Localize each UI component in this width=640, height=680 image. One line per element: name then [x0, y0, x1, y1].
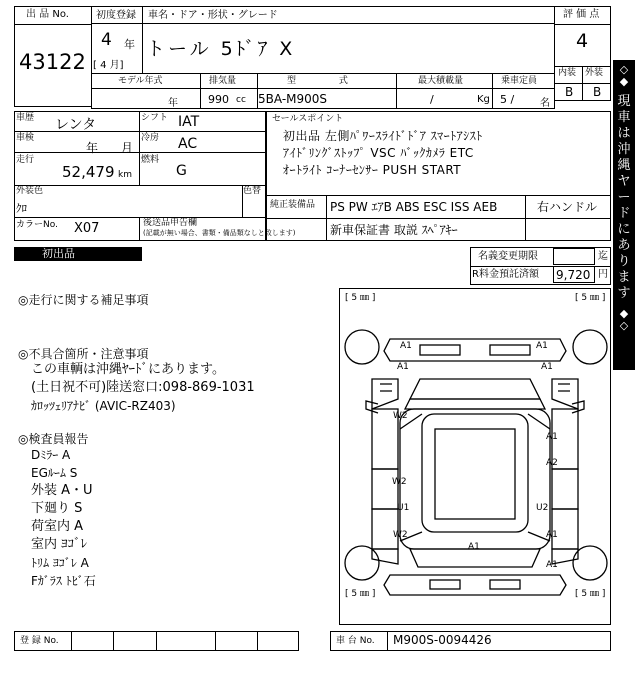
steering: 右ハンドル — [537, 200, 598, 214]
interior-grade-label: 内装 — [558, 68, 577, 78]
tire-depth-label: [ 5 ㎜ ] — [345, 589, 376, 599]
inspector-line: ﾄﾘﾑ ﾖｺﾞﾚ A — [31, 556, 89, 570]
damage-mark: W2 — [392, 477, 407, 487]
name-change-unit: 迄 — [598, 251, 608, 262]
sales-line-2: ｱｲﾄﾞﾘﾝｸﾞｽﾄｯﾌﾟ VSC ﾊﾞｯｸｶﾒﾗ ETC — [283, 146, 474, 160]
model-year-unit: 年 — [168, 98, 178, 109]
okinawa-side-banner — [613, 60, 635, 370]
tire-depth-label: [ 5 ㎜ ] — [575, 589, 606, 599]
inspection-year: 年 — [86, 141, 99, 155]
shift: IAT — [178, 114, 200, 130]
max-load-unit: Kg — [477, 94, 490, 105]
first-registration-year-unit: 年 — [124, 38, 135, 51]
damage-mark: U1 — [397, 503, 410, 513]
damage-mark: A1 — [541, 362, 553, 372]
lot-number-label: 出 品 No. — [26, 9, 69, 20]
color-no-label: カラーNo. — [16, 220, 58, 230]
mileage-unit: km — [118, 170, 132, 180]
first-listing-text: 初出品 — [42, 247, 75, 260]
damage-mark: W2 — [393, 411, 408, 421]
later-items-label: 後送品申告欄 — [143, 218, 198, 228]
travel-notes-heading: ◎走行に関する補足事項 — [18, 293, 149, 307]
inspector-line: 下廻り S — [31, 501, 83, 516]
chassis-number: M900S-0094426 — [393, 633, 492, 647]
mileage-label: 走行 — [16, 155, 35, 165]
equipment-label: 純正装備品 — [270, 200, 316, 210]
displacement: 990 — [208, 93, 229, 106]
fuel: G — [176, 163, 187, 179]
defect-notes-heading: ◎不具合箇所・注意事項 — [18, 347, 149, 361]
first-registration-label: 初度登録 — [96, 10, 136, 21]
capacity-label: 乗車定員 — [501, 76, 538, 86]
car-name-label: 車名・ドア・形状・グレード — [148, 10, 278, 21]
exterior-grade-label: 外装 — [585, 68, 604, 78]
fuel-label: 燃料 — [141, 155, 160, 165]
shift-label: シフト — [141, 113, 169, 123]
side-banner-bottom: ◆◇ — [619, 307, 629, 332]
history-label: 車歴 — [16, 113, 35, 123]
car-diagram-svg — [340, 289, 610, 624]
ext-color-label: 外装色 — [16, 186, 44, 196]
interior-grade: B — [565, 85, 574, 99]
recycle-unit: 円 — [598, 269, 608, 280]
later-items-note: (記載が無い場合、書類・備品類なしと致します) — [143, 229, 296, 237]
warranty: 新車保証書 取説 ｽﾍﾟｱｷｰ — [330, 223, 458, 237]
inspection-label: 車検 — [16, 133, 35, 143]
damage-mark: U2 — [536, 503, 549, 513]
name-change-label: 名義変更期限 — [478, 251, 538, 262]
inspector-heading: ◎検査員報告 — [18, 432, 89, 446]
registration-label: 登 録 No. — [20, 636, 59, 646]
first-listing-banner — [14, 247, 142, 261]
defect-line-2: (土日祝不可)陸送窓口:098-869-1031 — [31, 380, 255, 395]
tire-depth-label: [ 5 ㎜ ] — [575, 293, 606, 303]
tire-depth-label: [ 5 ㎜ ] — [345, 293, 376, 303]
inspector-line: 外装 A・U — [31, 483, 93, 498]
defect-line-3: ｶﾛｯﾂｪﾘｱﾅﾋﾞ (AVIC-RZ403) — [31, 399, 176, 413]
side-banner-top: ◇◆ — [619, 63, 629, 88]
mileage: 52,479 — [62, 163, 115, 181]
inspector-line: Fｶﾞﾗｽ ﾄﾋﾞ石 — [31, 574, 96, 588]
damage-mark: A1 — [468, 542, 480, 552]
model-code: 5BA-M900S — [258, 92, 328, 106]
model-label: 型 式 — [287, 76, 348, 86]
ext-color: ｸﾛ — [16, 202, 27, 215]
first-registration-year: 4 — [101, 30, 112, 50]
damage-mark: A1 — [546, 560, 558, 570]
color-change-label: 色替 — [243, 186, 262, 196]
first-registration-month: [ 4 月] — [93, 60, 124, 71]
sales-point-label: セールスポイント — [272, 114, 344, 124]
chassis-label: 車 台 No. — [336, 636, 375, 646]
damage-mark: A1 — [397, 362, 409, 372]
inspector-line: 室内 ﾖｺﾞﾚ — [31, 537, 88, 552]
damage-mark: A1 — [536, 341, 548, 351]
inspector-line: Dﾐﾗｰ A — [31, 448, 71, 462]
lot-number: 43122 — [19, 50, 86, 74]
side-banner-text: 現車は沖縄ヤードにあります — [617, 94, 631, 301]
inspector-line: 荷室内 A — [31, 519, 84, 534]
model-year-label: モデル年式 — [118, 76, 163, 86]
sales-line-1: 初出品 左側ﾊﾟﾜｰｽﾗｲﾄﾞﾄﾞｱ ｽﾏｰﾄｱｼｽﾄ — [283, 129, 483, 143]
capacity-unit: 名 — [540, 98, 550, 109]
damage-mark: A1 — [400, 341, 412, 351]
recycle-label: R料金預託済額 — [472, 269, 539, 280]
inspection-month: 月 — [121, 141, 134, 155]
damage-mark: A2 — [546, 458, 558, 468]
displacement-label: 排気量 — [209, 76, 237, 86]
car-name: トール 5ﾄﾞｱ X — [146, 38, 296, 60]
max-load-label: 最大積載量 — [418, 76, 464, 86]
inspector-line: EGﾙｰﾑ S — [31, 466, 78, 480]
sales-line-3: ｵｰﾄﾗｲﾄ ｺｰﾅｰｾﾝｻｰ PUSH START — [283, 163, 462, 177]
defect-line-1: この車輌は沖縄ﾔｰﾄﾞにあります。 — [31, 362, 225, 377]
history: レンタ — [55, 117, 97, 133]
recycle-value: 9,720 — [556, 268, 591, 282]
color-no: X07 — [74, 221, 100, 236]
capacity: 5 / — [500, 93, 515, 106]
damage-diagram — [339, 288, 611, 625]
score: 4 — [576, 30, 589, 52]
displacement-unit: cc — [236, 95, 246, 105]
score-label: 評 価 点 — [563, 9, 600, 20]
name-change-value-box — [553, 248, 595, 265]
ac-label: 冷房 — [141, 133, 160, 143]
damage-mark: A1 — [546, 432, 558, 442]
damage-mark: W2 — [393, 530, 408, 540]
ac: AC — [178, 136, 198, 152]
max-load-slash: / — [430, 93, 434, 106]
score-box — [554, 6, 611, 101]
exterior-grade: B — [593, 85, 602, 99]
damage-mark: A1 — [546, 530, 558, 540]
equipment: PS PW ｴｱB ABS ESC ISS AEB — [330, 200, 498, 214]
